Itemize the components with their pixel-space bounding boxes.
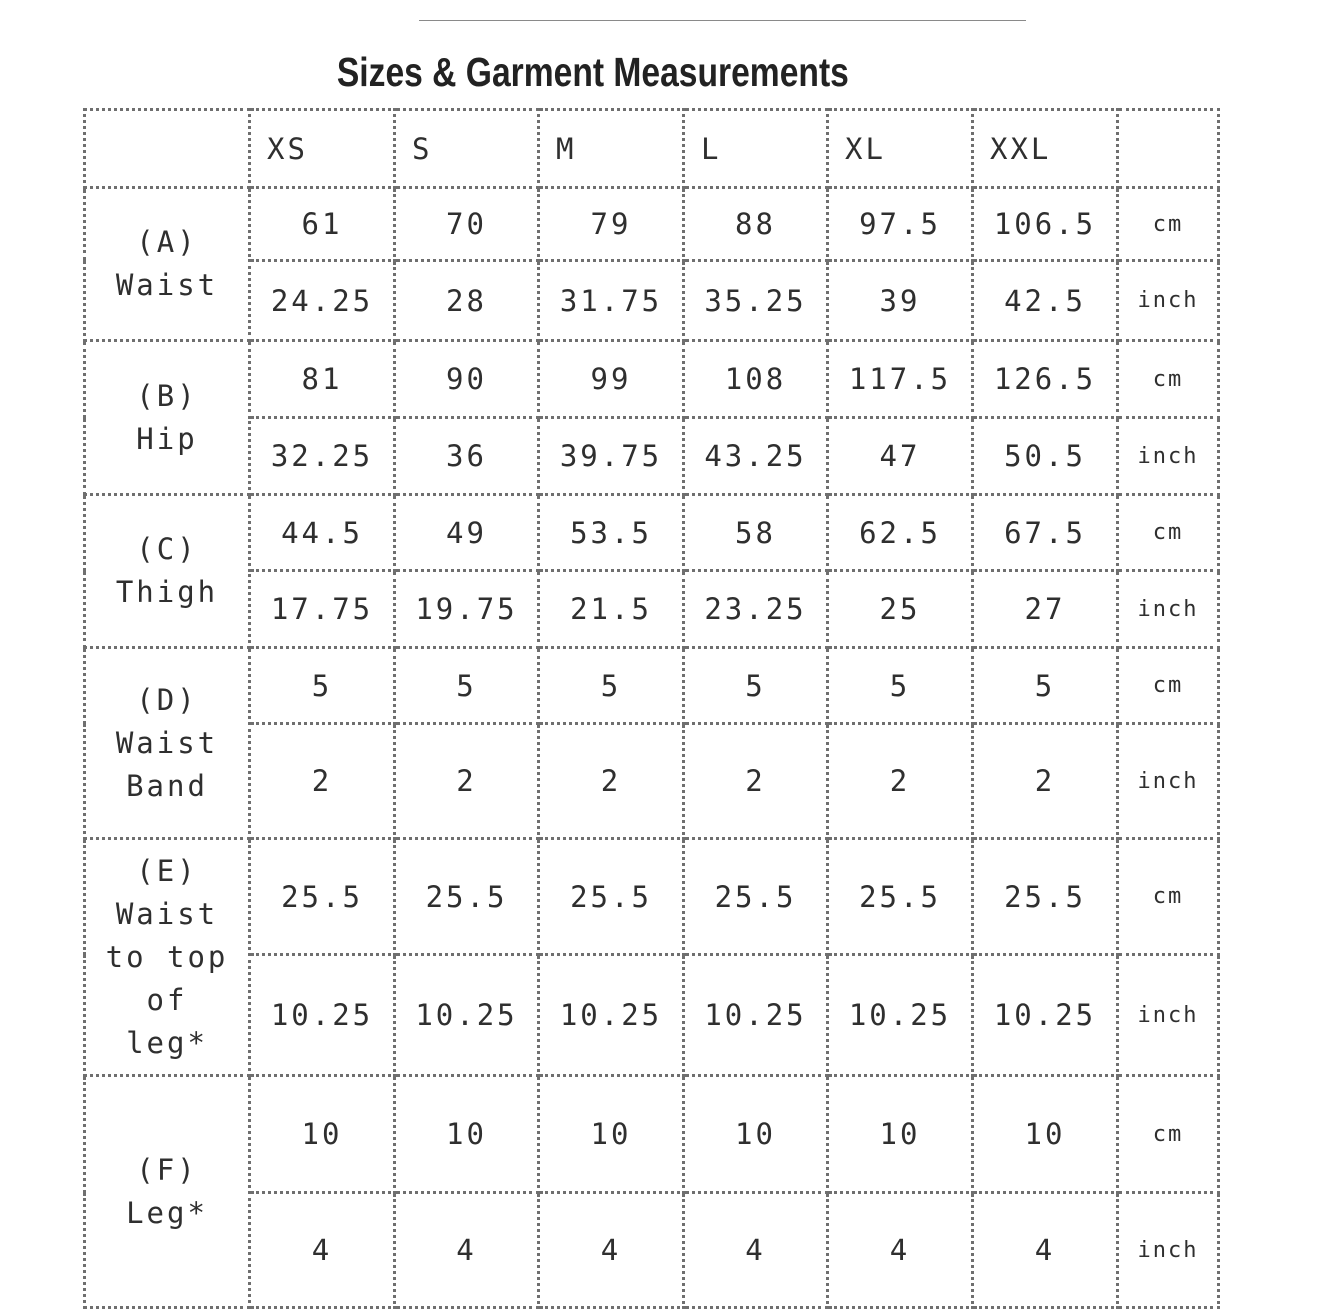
- measurement-value: 2: [539, 724, 684, 839]
- unit-label: inch: [1118, 724, 1219, 839]
- measurement-label-line: (B): [136, 378, 198, 413]
- measurement-value: 47: [828, 418, 973, 495]
- measurement-label-line: (A): [136, 225, 198, 259]
- measurement-value: 4: [250, 1193, 395, 1308]
- unit-label: inch: [1118, 261, 1219, 341]
- measurement-label-line: Thigh: [115, 575, 219, 609]
- measurement-value: 88: [684, 188, 828, 261]
- measurement-label-line: (C): [136, 532, 198, 566]
- measurement-label-line: Waist: [115, 268, 219, 302]
- measurement-label: [85, 839, 250, 1076]
- measurement-value: 10.25: [684, 955, 828, 1076]
- measurement-value: 10: [973, 1076, 1118, 1193]
- measurement-value: 25.5: [250, 839, 395, 955]
- measurement-value: 44.5: [250, 495, 395, 571]
- measurement-row-inch: [85, 418, 1219, 495]
- measurement-row-cm: [85, 188, 1219, 261]
- measurement-label: [85, 341, 250, 495]
- size-header-m: M: [539, 110, 684, 188]
- measurement-row-cm: [85, 839, 1219, 955]
- measurement-row-inch: [85, 1193, 1219, 1308]
- measurement-value: 108: [684, 341, 828, 418]
- unit-label: cm: [1118, 839, 1219, 955]
- size-chart-table: [83, 108, 1220, 1309]
- measurement-value: 2: [395, 724, 539, 839]
- measurement-value: 23.25: [684, 571, 828, 648]
- measurement-label-line: Leg*: [126, 1195, 208, 1230]
- measurement-value: 19.75: [395, 571, 539, 648]
- measurement-value: 10.25: [539, 955, 684, 1076]
- measurement-label-line: Waist: [115, 725, 219, 760]
- measurement-value: 31.75: [539, 261, 684, 341]
- measurement-value: 5: [684, 648, 828, 724]
- header-unit-cell: [1118, 110, 1219, 188]
- measurement-value: 97.5: [828, 188, 973, 261]
- measurement-value: 50.5: [973, 418, 1118, 495]
- measurement-label-line: (F): [136, 1152, 198, 1187]
- measurement-value: 2: [828, 724, 973, 839]
- measurement-value: 5: [250, 648, 395, 724]
- measurement-value: 5: [828, 648, 973, 724]
- measurement-value: 21.5: [539, 571, 684, 648]
- measurement-value: 24.25: [250, 261, 395, 341]
- measurement-value: 35.25: [684, 261, 828, 341]
- measurement-value: 17.75: [250, 571, 395, 648]
- measurement-value: 4: [684, 1193, 828, 1308]
- measurement-label-line: to top: [105, 939, 229, 974]
- measurement-value: 39: [828, 261, 973, 341]
- measurement-value: 42.5: [973, 261, 1118, 341]
- measurement-value: 25.5: [539, 839, 684, 955]
- measurement-value: 49: [395, 495, 539, 571]
- measurement-row-cm: [85, 1076, 1219, 1193]
- measurement-value: 10: [250, 1076, 395, 1193]
- unit-label: cm: [1118, 188, 1219, 261]
- measurement-value: 62.5: [828, 495, 973, 571]
- measurement-value: 90: [395, 341, 539, 418]
- measurement-value: 79: [539, 188, 684, 261]
- measurement-value: 10: [684, 1076, 828, 1193]
- measurement-value: 32.25: [250, 418, 395, 495]
- measurement-value: 67.5: [973, 495, 1118, 571]
- measurement-value: 5: [395, 648, 539, 724]
- measurement-value: 25: [828, 571, 973, 648]
- measurement-value: 5: [539, 648, 684, 724]
- measurement-value: 25.5: [828, 839, 973, 955]
- size-header-s: S: [395, 110, 539, 188]
- measurement-value: 99: [539, 341, 684, 418]
- measurement-value: 36: [395, 418, 539, 495]
- unit-label: inch: [1118, 571, 1219, 648]
- measurement-label: [85, 648, 250, 839]
- measurement-row-inch: [85, 261, 1219, 341]
- measurement-value: 25.5: [973, 839, 1118, 955]
- measurement-value: 25.5: [395, 839, 539, 955]
- measurement-row-cm: [85, 341, 1219, 418]
- size-header-xl: XL: [828, 110, 973, 188]
- measurement-label-line: leg*: [126, 1025, 208, 1060]
- measurement-value: 39.75: [539, 418, 684, 495]
- measurement-label-line: (E): [136, 853, 198, 888]
- measurement-value: 27: [973, 571, 1118, 648]
- measurement-value: 4: [539, 1193, 684, 1308]
- measurement-value: 2: [684, 724, 828, 839]
- size-header-row: [85, 110, 1219, 188]
- size-header-xs: XS: [250, 110, 395, 188]
- measurement-row-cm: [85, 648, 1219, 724]
- unit-label: cm: [1118, 1076, 1219, 1193]
- measurement-value: 53.5: [539, 495, 684, 571]
- measurement-value: 10.25: [973, 955, 1118, 1076]
- unit-label: inch: [1118, 1193, 1219, 1308]
- measurement-row-cm: [85, 495, 1219, 571]
- measurement-value: 10: [395, 1076, 539, 1193]
- measurement-value: 61: [250, 188, 395, 261]
- size-header-l: L: [684, 110, 828, 188]
- measurement-label-line: Waist: [115, 896, 219, 931]
- measurement-value: 10.25: [395, 955, 539, 1076]
- measurement-value: 4: [828, 1193, 973, 1308]
- measurement-value: 126.5: [973, 341, 1118, 418]
- measurement-row-inch: [85, 724, 1219, 839]
- measurement-label: [85, 1076, 250, 1308]
- top-divider: [419, 20, 1026, 21]
- measurement-label: [85, 495, 250, 648]
- unit-label: inch: [1118, 955, 1219, 1076]
- measurement-label: [85, 188, 250, 341]
- measurement-value: 43.25: [684, 418, 828, 495]
- measurement-label-line: (D): [136, 682, 198, 717]
- measurement-value: 58: [684, 495, 828, 571]
- unit-label: cm: [1118, 341, 1219, 418]
- page-title: Sizes & Garment Measurements: [336, 49, 849, 95]
- measurement-value: 5: [973, 648, 1118, 724]
- measurement-value: 2: [973, 724, 1118, 839]
- measurement-label-line: Hip: [136, 421, 198, 456]
- measurement-value: 4: [395, 1193, 539, 1308]
- header-corner-cell: [85, 110, 250, 188]
- measurement-value: 81: [250, 341, 395, 418]
- measurement-label-line: Band: [126, 768, 208, 803]
- measurement-value: 70: [395, 188, 539, 261]
- measurement-value: 117.5: [828, 341, 973, 418]
- unit-label: inch: [1118, 418, 1219, 495]
- measurement-value: 2: [250, 724, 395, 839]
- size-header-xxl: XXL: [973, 110, 1118, 188]
- measurement-value: 4: [973, 1193, 1118, 1308]
- measurement-label-line: of: [146, 982, 188, 1017]
- measurement-value: 10.25: [828, 955, 973, 1076]
- measurement-value: 10: [828, 1076, 973, 1193]
- measurement-value: 25.5: [684, 839, 828, 955]
- measurement-value: 10.25: [250, 955, 395, 1076]
- measurement-value: 10: [539, 1076, 684, 1193]
- measurement-row-inch: [85, 571, 1219, 648]
- unit-label: cm: [1118, 495, 1219, 571]
- measurement-value: 106.5: [973, 188, 1118, 261]
- unit-label: cm: [1118, 648, 1219, 724]
- measurement-value: 28: [395, 261, 539, 341]
- measurement-row-inch: [85, 955, 1219, 1076]
